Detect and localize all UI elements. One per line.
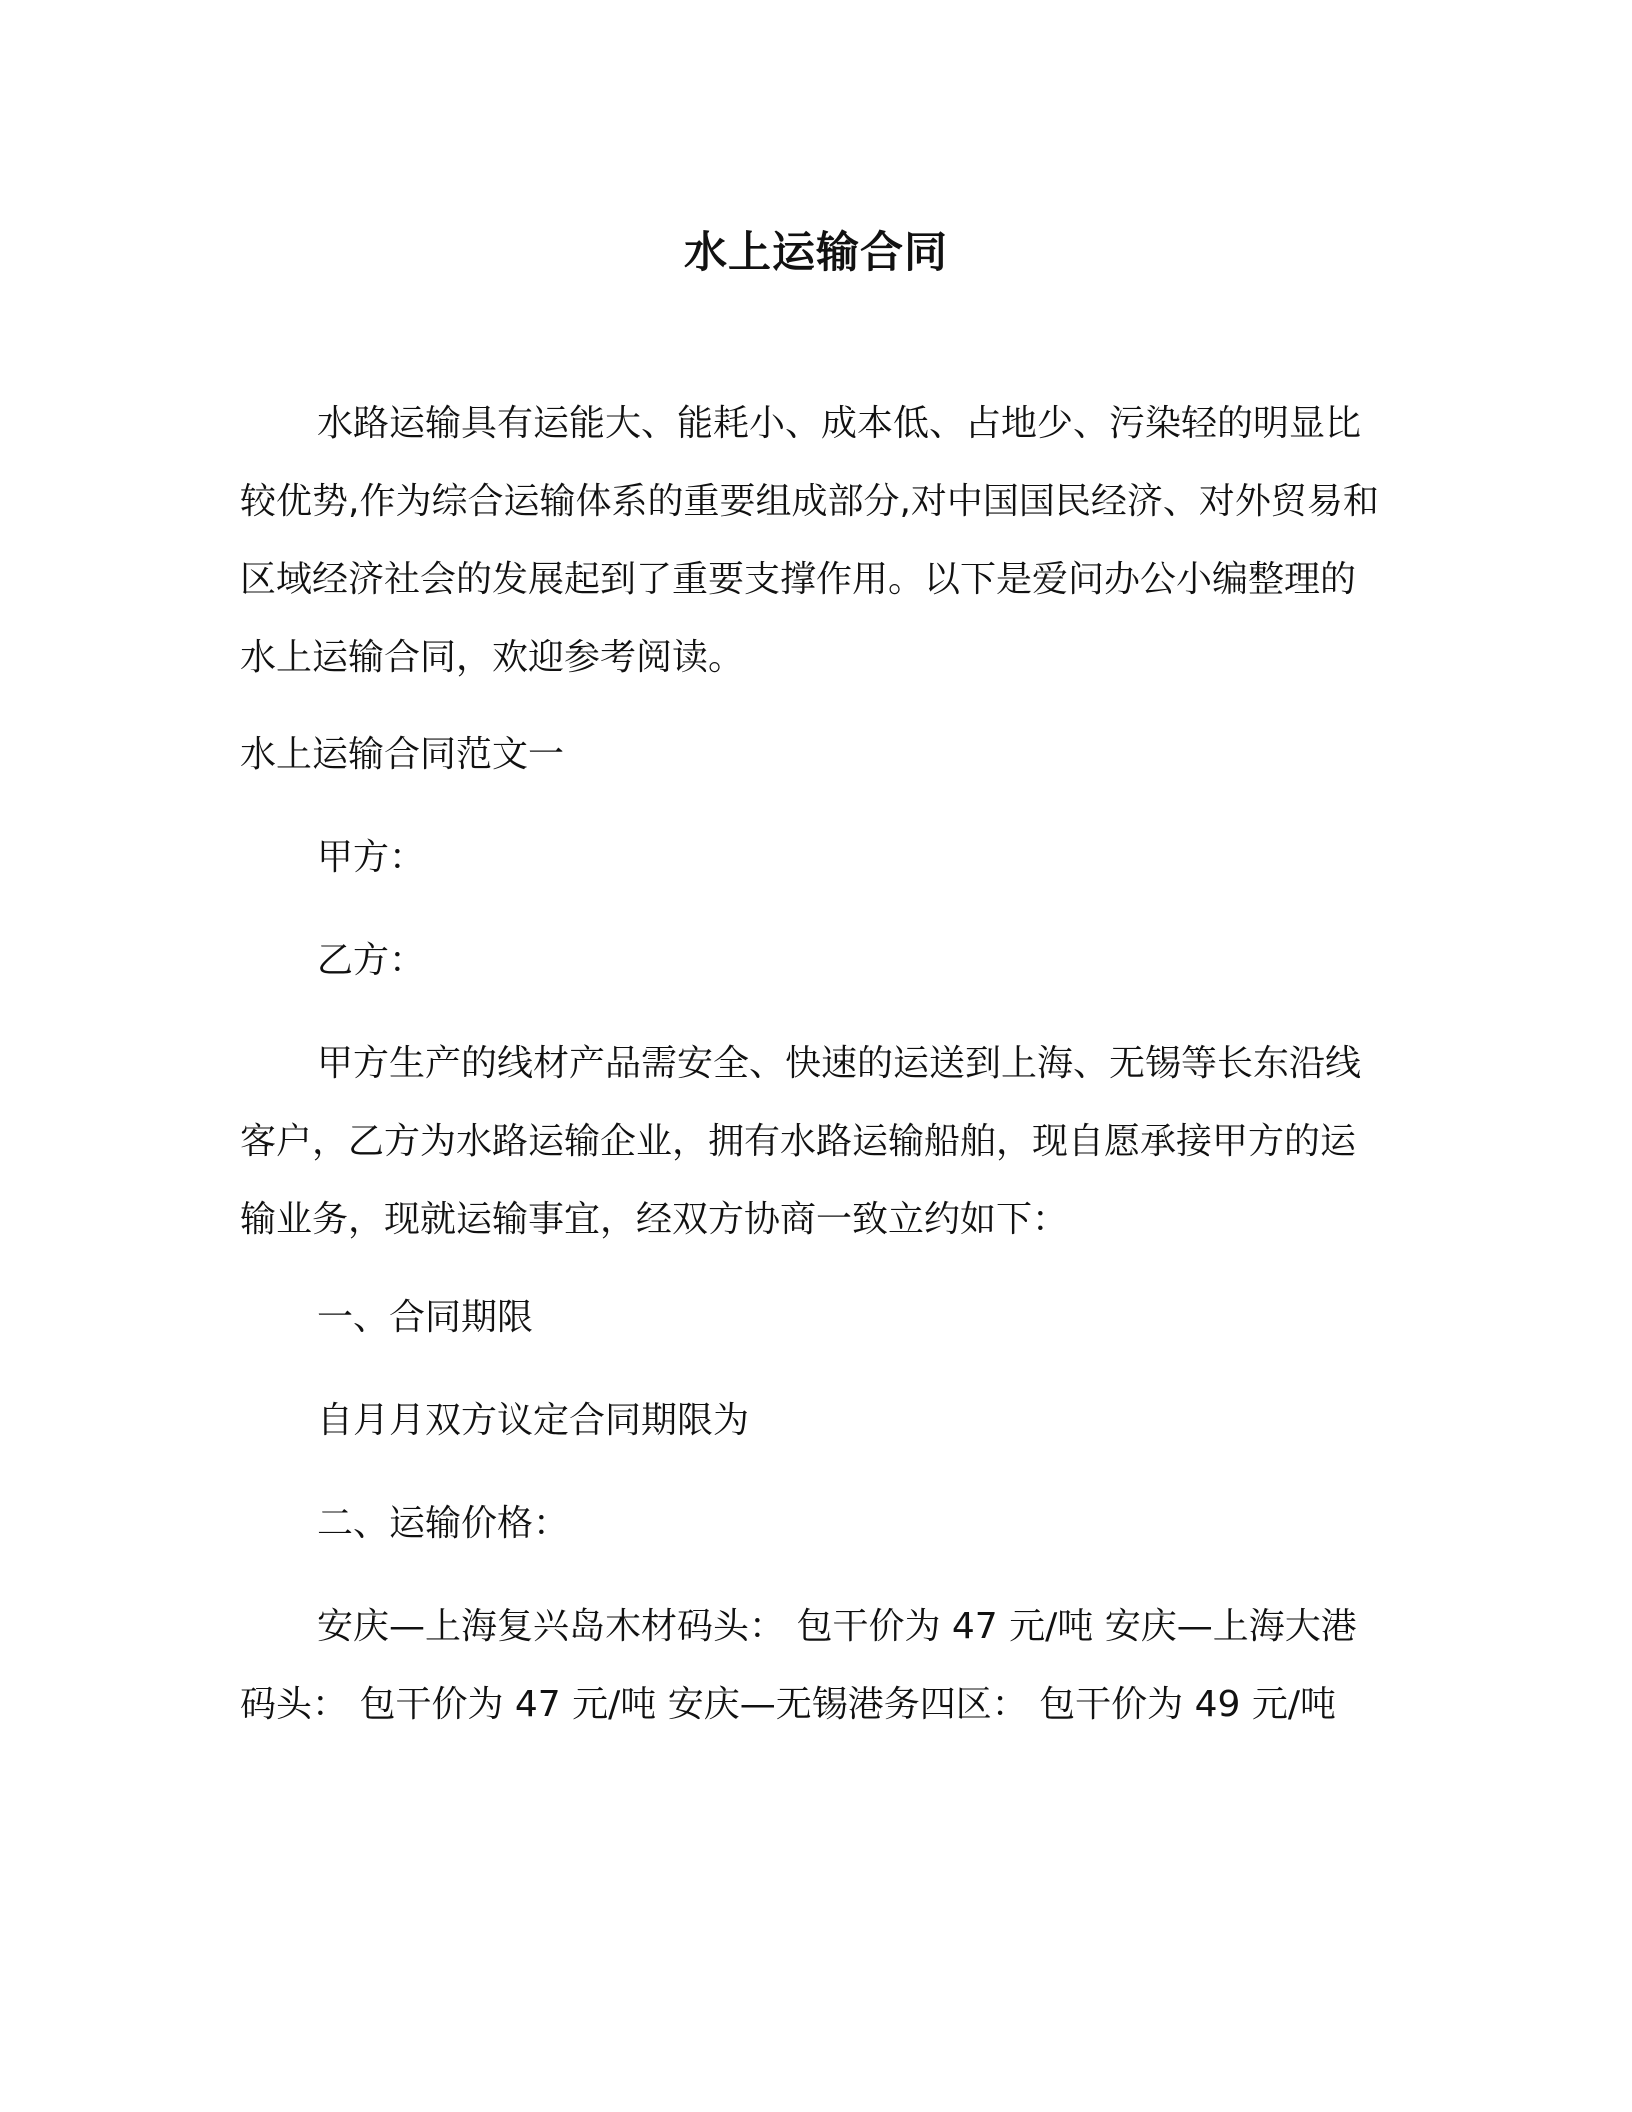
transport-price-heading: 二、运输价格： <box>317 1503 570 1544</box>
transport-price-text: 安庆—上海复兴岛木材码头： 包干价为 47 元/吨 安庆—上海大港码头： 包干价为 47 元/吨 安庆—无锡港务四区： 包干价为 49 元/吨 <box>240 1606 1357 1725</box>
contract-intro-paragraph: 甲方生产的线材产品需安全、快速的运送到上海、无锡等长东沿线客户，乙方为水路运输企业，拥有水路运输船舶，现自愿承接甲方的运输业务，现就运输事宜，经双方协商一致立约如下： <box>240 1043 1362 1240</box>
contract-term-text: 自月月双方议定合同期限为 <box>317 1400 750 1441</box>
party-a-line: 甲方： <box>317 837 426 878</box>
intro-paragraph: 水路运输具有运能大、能耗小、成本低、占地少、污染轻的明显比较优势,作为综合运输体系的重要组成部分,对中国国民经济、对外贸易和区域经济社会的发展起到了重要支撑作用。以下是爱问办公小编整理的水上运输合同，欢迎参考阅读。 <box>240 403 1379 678</box>
contract-term-heading: 一、合同期限 <box>317 1297 534 1338</box>
party-b-line: 乙方： <box>317 940 426 981</box>
section-title: 水上运输合同范文一 <box>240 734 565 775</box>
document-title: 水上运输合同 <box>684 228 948 278</box>
